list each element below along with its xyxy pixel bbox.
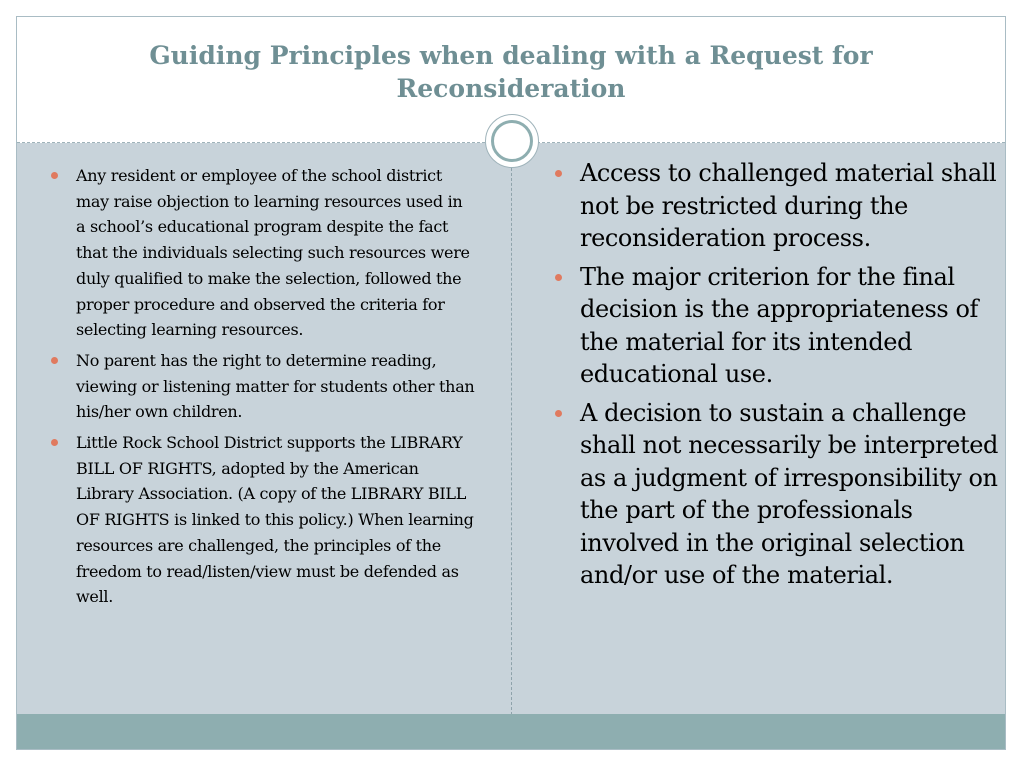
bullet-text: Access to challenged material shall not be restricted during the reconsideration process. bbox=[580, 159, 997, 252]
bullet-dot-icon bbox=[51, 172, 58, 179]
bullet-text: The major criterion for the final decision is the appropriateness of the material for its intended educational use. bbox=[580, 262, 979, 388]
ornament-ring bbox=[491, 120, 533, 162]
slide bbox=[16, 16, 1006, 750]
right-bullet-item bbox=[555, 397, 1000, 592]
bullet-dot-icon bbox=[555, 170, 562, 177]
left-bullet-list bbox=[51, 163, 476, 615]
bullet-dot-icon bbox=[51, 439, 58, 446]
bullet-dot-icon bbox=[555, 274, 562, 281]
bullet-text: Any resident or employee of the school district may raise objection to learning resources used in a school’s educational program despite the fact that the individuals selecting such resources were duly qualified to make the selection, followed the proper procedure and observed the criteria for selecting learning resources. bbox=[76, 166, 470, 340]
right-bullet-item bbox=[555, 261, 1000, 391]
footer-band bbox=[17, 714, 1005, 749]
bullet-dot-icon bbox=[555, 410, 562, 417]
bullet-dot-icon bbox=[51, 357, 58, 364]
slide-title: Guiding Principles when dealing with a Request for Reconsideration bbox=[149, 41, 873, 103]
bullet-text: Little Rock School District supports the LIBRARY BILL OF RIGHTS, adopted by the American Library Association. (A copy of the LIBRARY BILL OF RIGHTS is linked to this policy.) When learning resources are challenged, the principles of the freedom to read/listen/view must be defended as well. bbox=[76, 433, 474, 607]
left-bullet-item bbox=[51, 348, 476, 425]
left-bullet-item bbox=[51, 430, 476, 610]
left-bullet-item bbox=[51, 163, 476, 343]
bullet-text: A decision to sustain a challenge shall not necessarily be interpreted as a judgment of irresponsibility on the part of the professionals involved in the original selection and/or use of the material. bbox=[580, 398, 998, 589]
column-divider bbox=[511, 143, 512, 715]
ornament-circle-icon bbox=[485, 114, 539, 168]
bullet-text: No parent has the right to determine reading, viewing or listening matter for students other than his/her own children. bbox=[76, 350, 475, 422]
right-bullet-list bbox=[555, 157, 1000, 598]
right-bullet-item bbox=[555, 157, 1000, 255]
